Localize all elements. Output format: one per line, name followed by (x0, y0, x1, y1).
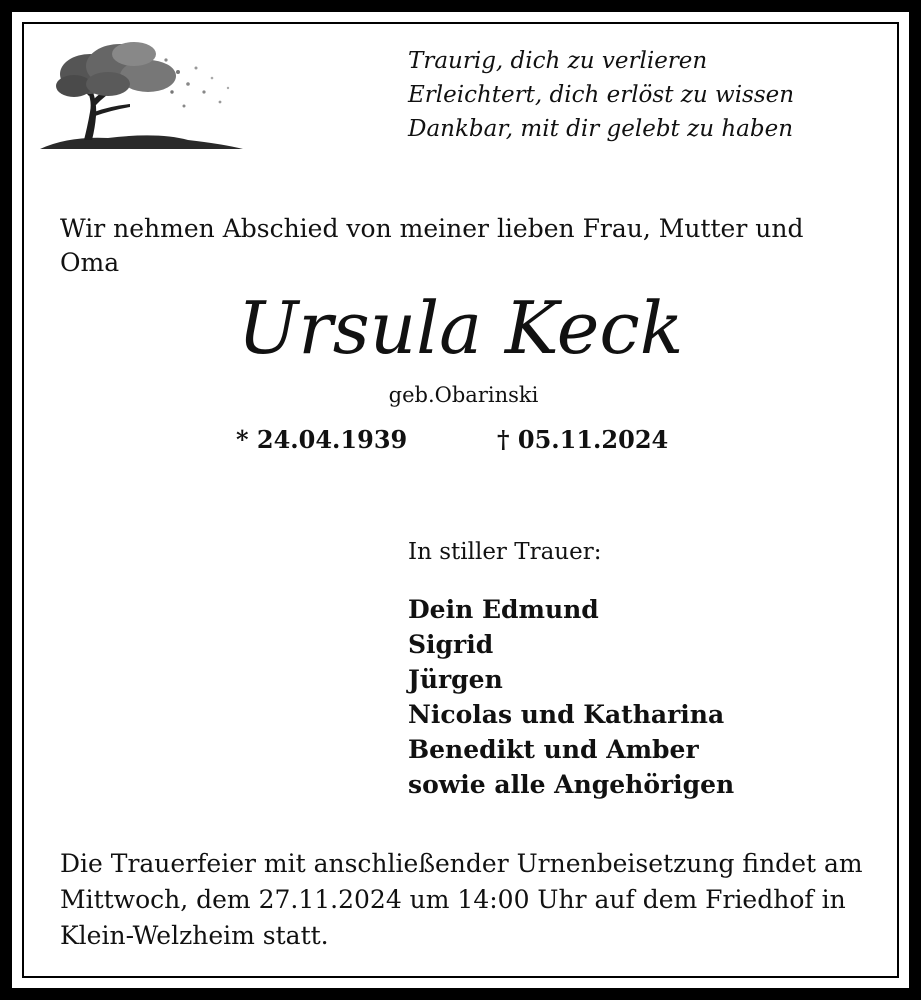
mourner-name: Nicolas und Katharina (408, 700, 725, 729)
mourner-name: sowie alle Angehörigen (408, 770, 735, 799)
deceased-name: Ursula Keck (237, 286, 684, 370)
mourning-heading: In stiller Trauer: (408, 539, 602, 565)
death-date: † 05.11.2024 (497, 425, 669, 454)
mourner-name: Dein Edmund (408, 595, 599, 624)
funeral-notice: Die Trauerfeier mit anschließender Urnenbeisetzung findet am Mittwoch, dem 27.11.2024 um 14:00 Uhr auf dem Friedhof in Klein-Welzheim statt. (60, 849, 863, 950)
windswept-tree-icon (38, 32, 248, 154)
poem-line: Erleichtert, dich erlöst zu wissen (408, 82, 795, 108)
mourner-list (408, 592, 734, 802)
intro-text: Wir nehmen Abschied von meiner lieben Frau, Mutter und Oma (60, 214, 804, 277)
poem-line: Dankbar, mit dir gelebt zu haben (408, 116, 794, 142)
poem-line: Traurig, dich zu verlieren (408, 48, 708, 74)
poem (408, 44, 794, 146)
birth-date: * 24.04.1939 (236, 425, 408, 454)
maiden-name: geb.Obarinski (388, 383, 539, 407)
mourner-name: Sigrid (408, 630, 494, 659)
mourner-name: Jürgen (408, 665, 503, 694)
mourner-name: Benedikt und Amber (408, 735, 699, 764)
inner-border (22, 22, 899, 978)
